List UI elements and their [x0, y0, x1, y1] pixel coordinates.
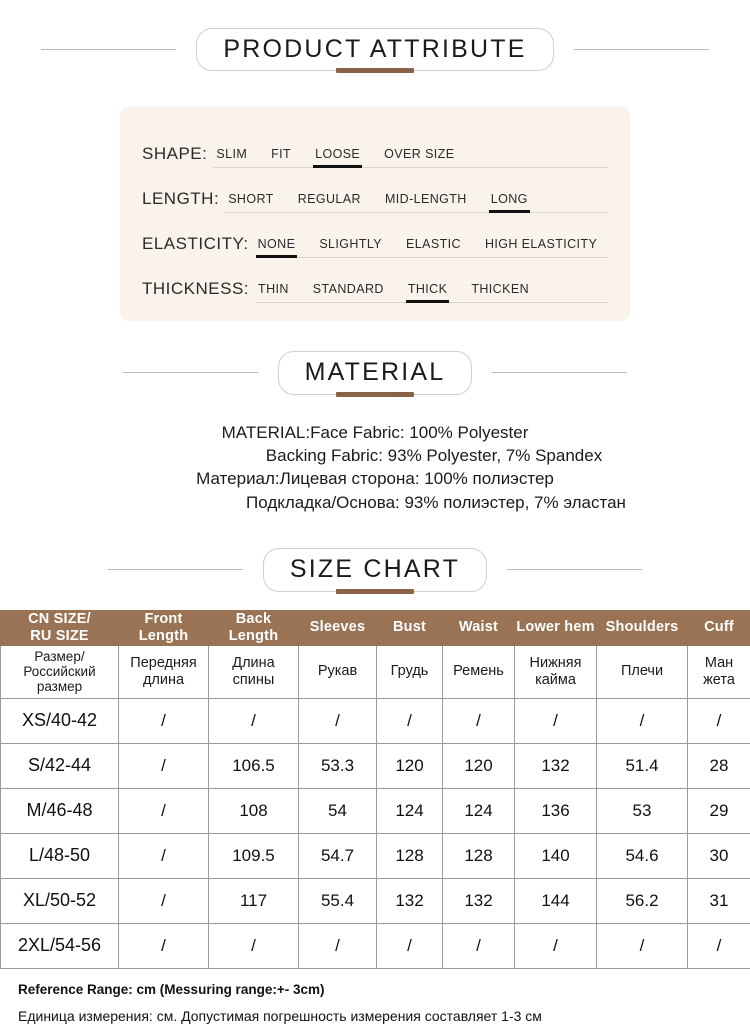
attribute-option-selected[interactable]: LONG	[488, 192, 531, 209]
subheader-line: длина	[119, 672, 208, 689]
attribute-panel	[120, 107, 630, 321]
attribute-option[interactable]: OVER SIZE	[381, 147, 457, 164]
title-rule-left	[108, 569, 243, 570]
product-attribute-title-box	[196, 28, 553, 71]
title-rule-left	[123, 372, 258, 373]
material-text-block	[0, 421, 750, 515]
column-header-sleeves: Sleeves	[299, 610, 377, 645]
subheader-line: Ремень	[443, 663, 514, 680]
cell-measurement: 136	[515, 788, 597, 833]
column-header-cn-ru-size	[1, 610, 119, 645]
cell-measurement: /	[299, 923, 377, 968]
attribute-option-selected[interactable]: NONE	[255, 237, 299, 254]
section-title-material: MATERIAL	[305, 359, 446, 385]
table-row	[1, 923, 750, 968]
material-label-en: MATERIAL:	[222, 421, 310, 444]
material-face-fabric-ru: Лицевая сторона: 100% полиэстер	[280, 467, 554, 490]
product-attribute-title-bar	[0, 28, 750, 71]
material-backing-fabric-ru: Подкладка/Основа: 93% полиэстер, 7% эластан	[246, 493, 626, 512]
column-subheader-ru	[515, 645, 597, 698]
attribute-label: LENGTH:	[142, 189, 219, 213]
subheader-line: кайма	[515, 672, 596, 689]
table-row	[1, 698, 750, 743]
cell-measurement: 124	[377, 788, 443, 833]
title-rule-right	[574, 49, 709, 50]
attribute-row-elasticity	[120, 213, 630, 258]
subheader-line: жета	[688, 672, 750, 689]
attribute-option[interactable]: STANDARD	[310, 282, 387, 299]
title-underline-accent	[336, 589, 414, 594]
size-chart-title-box	[263, 548, 487, 591]
column-subheader-ru	[688, 645, 750, 698]
attribute-option[interactable]: THIN	[255, 282, 292, 299]
subheader-line: Рукав	[299, 663, 376, 680]
cell-measurement: 54	[299, 788, 377, 833]
cell-measurement: /	[597, 698, 688, 743]
cell-measurement: /	[209, 923, 299, 968]
table-row	[1, 878, 750, 923]
column-header-waist: Waist	[443, 610, 515, 645]
cell-measurement: 144	[515, 878, 597, 923]
attribute-option[interactable]: SHORT	[225, 192, 277, 209]
cell-measurement: /	[119, 698, 209, 743]
material-face-fabric-en: Face Fabric: 100% Polyester	[310, 421, 528, 444]
material-line-en-1	[0, 421, 750, 444]
cell-size: XL/50-52	[1, 878, 119, 923]
cell-measurement: 30	[688, 833, 750, 878]
attribute-options	[255, 282, 608, 303]
material-label-ru: Материал:	[196, 467, 280, 490]
attribute-row-length	[120, 168, 630, 213]
title-rule-right	[507, 569, 642, 570]
attribute-option-selected[interactable]: THICK	[405, 282, 451, 299]
cell-measurement: 120	[377, 743, 443, 788]
column-subheader-ru	[119, 645, 209, 698]
size-chart-section	[0, 548, 750, 1023]
cell-measurement: 132	[443, 878, 515, 923]
column-subheader-ru	[377, 645, 443, 698]
product-attribute-section	[0, 28, 750, 321]
material-line-ru-1	[0, 467, 750, 490]
size-chart-header-row-ru	[1, 645, 750, 698]
cell-measurement: 140	[515, 833, 597, 878]
subheader-line: Грудь	[377, 663, 442, 680]
cell-measurement: 132	[377, 878, 443, 923]
table-row	[1, 833, 750, 878]
material-section	[0, 351, 750, 514]
attribute-option[interactable]: THICKEN	[468, 282, 532, 299]
column-subheader-ru	[443, 645, 515, 698]
table-row	[1, 788, 750, 833]
title-underline-accent	[336, 68, 414, 73]
subheader-line: Нижняя	[515, 655, 596, 672]
cell-size: S/42-44	[1, 743, 119, 788]
column-header-bust: Bust	[377, 610, 443, 645]
cell-measurement: /	[515, 923, 597, 968]
material-line-ru-2	[0, 491, 750, 514]
material-title-box	[278, 351, 473, 394]
attribute-row-thickness	[120, 258, 630, 303]
cell-measurement: 132	[515, 743, 597, 788]
cell-measurement: 109.5	[209, 833, 299, 878]
cell-measurement: 51.4	[597, 743, 688, 788]
subheader-line: спины	[209, 672, 298, 689]
attribute-options	[213, 147, 608, 168]
cell-measurement: /	[688, 923, 750, 968]
column-header-front-length: Front Length	[119, 610, 209, 645]
cell-measurement: 117	[209, 878, 299, 923]
cell-size: 2XL/54-56	[1, 923, 119, 968]
cell-measurement: /	[119, 878, 209, 923]
attribute-label: SHAPE:	[142, 144, 207, 168]
subheader-line: размер	[1, 679, 118, 694]
cell-measurement: /	[515, 698, 597, 743]
cell-measurement: 128	[377, 833, 443, 878]
cell-measurement: 54.6	[597, 833, 688, 878]
size-chart-table	[0, 610, 750, 969]
subheader-line: Передняя	[119, 655, 208, 672]
size-chart-title-bar	[0, 548, 750, 591]
attribute-row-shape	[120, 123, 630, 168]
attribute-option[interactable]: SLIGHTLY	[316, 237, 385, 254]
cell-measurement: /	[443, 698, 515, 743]
attribute-options	[255, 237, 608, 258]
attribute-options	[225, 192, 608, 213]
section-title-size-chart: SIZE CHART	[290, 556, 460, 582]
header-line: RU SIZE	[1, 628, 118, 644]
cell-measurement: /	[209, 698, 299, 743]
cell-measurement: /	[377, 698, 443, 743]
subheader-line: Российский	[1, 664, 118, 679]
size-chart-body	[1, 645, 750, 968]
attribute-label: THICKNESS:	[142, 279, 249, 303]
subheader-line: Ман	[688, 655, 750, 672]
column-subheader-ru	[299, 645, 377, 698]
cell-measurement: 108	[209, 788, 299, 833]
column-header-cuff: Cuff	[688, 610, 750, 645]
attribute-option[interactable]: REGULAR	[295, 192, 364, 209]
cell-measurement: 56.2	[597, 878, 688, 923]
cell-measurement: /	[377, 923, 443, 968]
cell-measurement: /	[119, 833, 209, 878]
size-chart-notes	[0, 983, 750, 1024]
cell-measurement: 28	[688, 743, 750, 788]
title-underline-accent	[336, 392, 414, 397]
attribute-label: ELASTICITY:	[142, 234, 249, 258]
material-backing-fabric-en: Backing Fabric: 93% Polyester, 7% Spandex	[266, 446, 602, 465]
material-line-en-2	[0, 444, 750, 467]
subheader-line: Размер/	[1, 649, 118, 664]
cell-measurement: /	[597, 923, 688, 968]
header-line: CN SIZE/	[1, 611, 118, 627]
column-subheader-ru	[597, 645, 688, 698]
cell-measurement: 53.3	[299, 743, 377, 788]
attribute-option-selected[interactable]: LOOSE	[312, 147, 363, 164]
column-subheader-ru	[209, 645, 299, 698]
subheader-line: Длина	[209, 655, 298, 672]
note-reference-range-ru: Единица измерения: см. Допустимая погрешность измерения составляет 1-3 см	[18, 1009, 750, 1023]
size-chart-header	[1, 610, 750, 645]
cell-measurement: /	[119, 788, 209, 833]
title-rule-right	[492, 372, 627, 373]
note-reference-range-en: Reference Range: cm (Messuring range:+- 3cm)	[18, 983, 750, 997]
cell-measurement: /	[119, 923, 209, 968]
cell-size: L/48-50	[1, 833, 119, 878]
attribute-option[interactable]: SLIM	[213, 147, 250, 164]
cell-measurement: /	[443, 923, 515, 968]
cell-measurement: 128	[443, 833, 515, 878]
cell-size: M/46-48	[1, 788, 119, 833]
title-rule-left	[41, 49, 176, 50]
cell-measurement: /	[688, 698, 750, 743]
cell-measurement: 106.5	[209, 743, 299, 788]
size-chart-header-row-en	[1, 610, 750, 645]
cell-measurement: 124	[443, 788, 515, 833]
subheader-line: Плечи	[597, 663, 687, 680]
page-title: PRODUCT ATTRIBUTE	[223, 36, 526, 62]
column-subheader-ru	[1, 645, 119, 698]
column-header-back-length: Back Length	[209, 610, 299, 645]
table-row	[1, 743, 750, 788]
cell-measurement: /	[299, 698, 377, 743]
cell-measurement: 31	[688, 878, 750, 923]
cell-measurement: 54.7	[299, 833, 377, 878]
attribute-option[interactable]: FIT	[268, 147, 294, 164]
attribute-option[interactable]: ELASTIC	[403, 237, 464, 254]
attribute-option[interactable]: MID-LENGTH	[382, 192, 470, 209]
cell-measurement: /	[119, 743, 209, 788]
cell-measurement: 120	[443, 743, 515, 788]
cell-measurement: 53	[597, 788, 688, 833]
material-title-bar	[0, 351, 750, 394]
attribute-option[interactable]: HIGH ELASTICITY	[482, 237, 600, 254]
cell-size: XS/40-42	[1, 698, 119, 743]
cell-measurement: 55.4	[299, 878, 377, 923]
column-header-shoulders: Shoulders	[597, 610, 688, 645]
cell-measurement: 29	[688, 788, 750, 833]
column-header-lower-hem: Lower hem	[515, 610, 597, 645]
